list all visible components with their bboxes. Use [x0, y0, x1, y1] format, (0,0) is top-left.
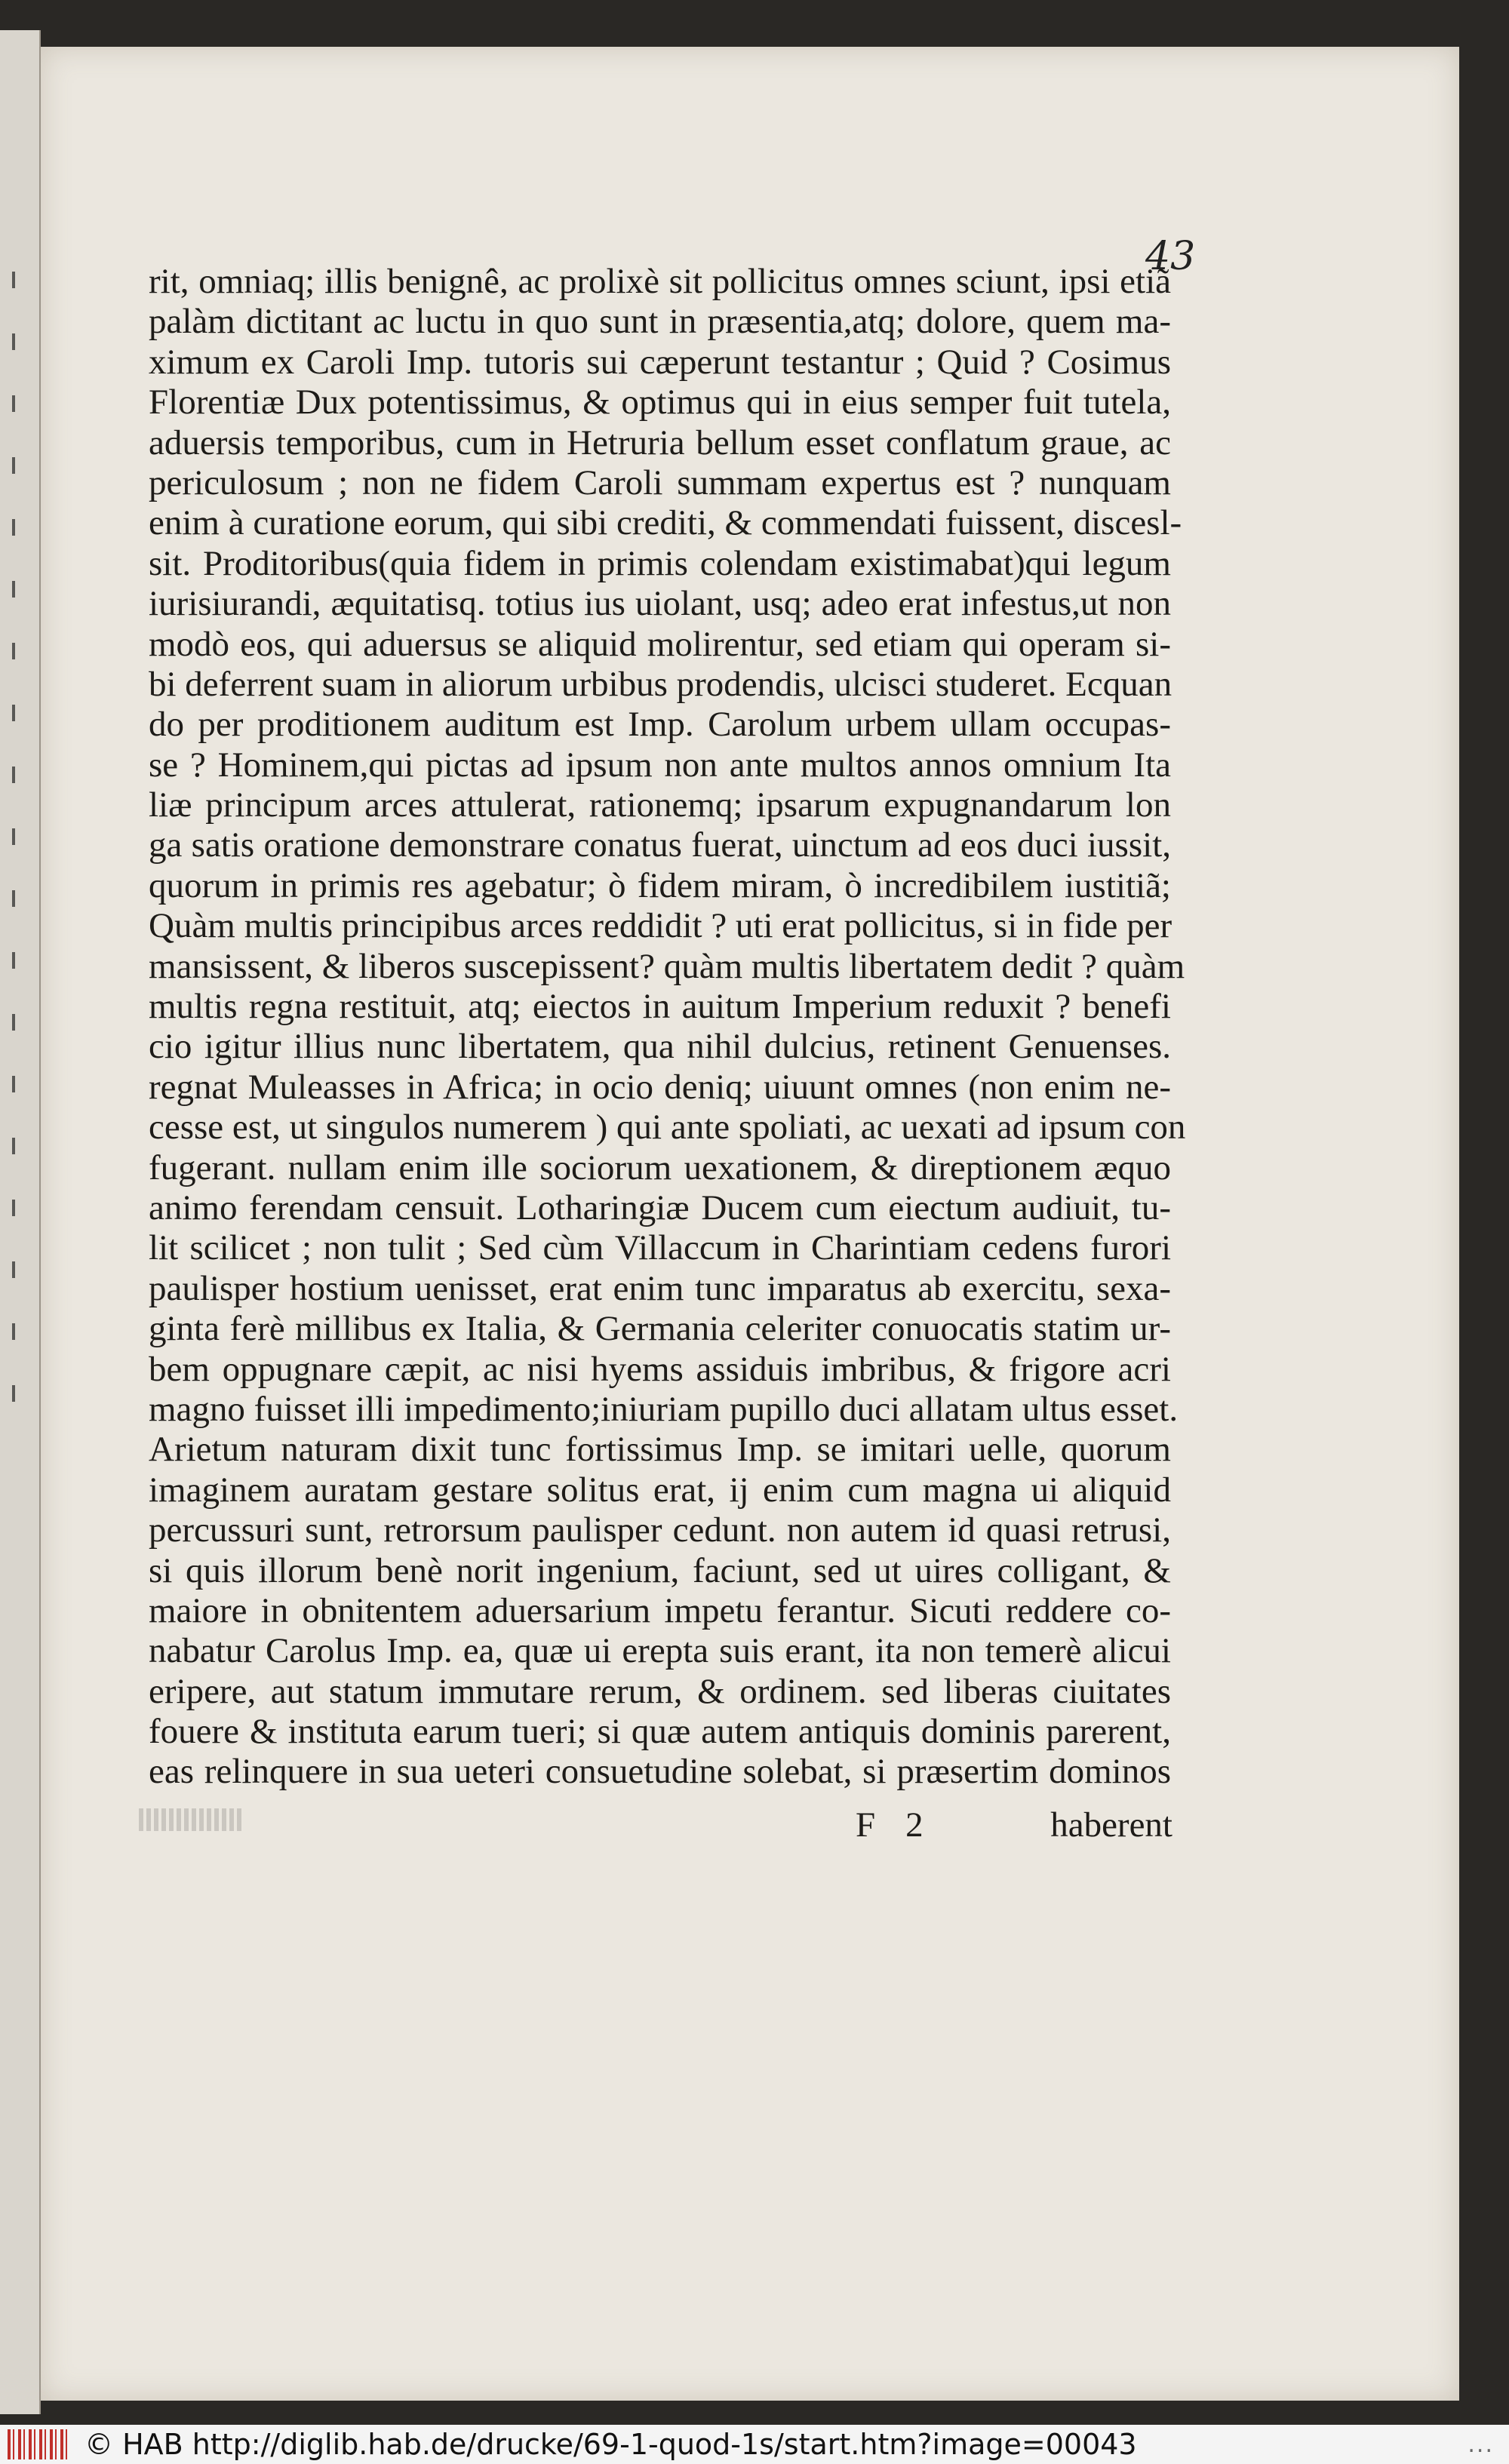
text-line: bi deferrent suam in aliorum urbibus prodendis, ulcisci studeret. Ecquan: [149, 664, 1172, 704]
more-icon[interactable]: ...: [1468, 2431, 1494, 2458]
text-line: imaginem auratam gestare solitus erat, ij enim cum magna ui aliquid: [149, 1470, 1171, 1510]
adjacent-page-marks: [3, 272, 21, 1780]
text-line: ximum ex Caroli Imp. tutoris sui cæperunt testantur ; Quid ? Cosimus: [149, 342, 1171, 382]
text-line: Arietum naturam dixit tunc fortissimus Imp. se imitari uelle, quorum: [149, 1430, 1171, 1470]
text-line: palàm dictitant ac luctu in quo sunt in præsentia,atq; dolore, quem ma-: [149, 302, 1171, 342]
page-number: 43: [1145, 234, 1196, 279]
book-page: [41, 47, 1459, 2401]
text-line: nabatur Carolus Imp. ea, quæ ui erepta suis erant, ita non temerè alicui: [149, 1631, 1171, 1671]
text-line: periculosum ; non ne fidem Caroli summam expertus est ? nunquam: [149, 462, 1171, 502]
text-line: maiore in obnitentem aduersarium impetu ferantur. Sicuti reddere co-: [149, 1590, 1171, 1630]
text-line: paulisper hostium uenisset, erat enim tunc imparatus ab exercitu, sexa-: [149, 1268, 1171, 1308]
text-line: se ? Hominem,qui pictas ad ipsum non ante multos annos omnium Ita: [149, 745, 1171, 785]
text-line: Quàm multis principibus arces reddidit ? uti erat pollicitus, si in fide per: [149, 906, 1172, 946]
viewer-footer: [0, 2425, 1509, 2464]
text-line: fugerant. nullam enim ille sociorum uexationem, & direptionem æquo: [149, 1148, 1171, 1187]
text-line: modò eos, qui aduersus se aliquid molirentur, sed etiam qui operam si-: [149, 624, 1171, 664]
adjacent-page-edge: [0, 30, 41, 2414]
catchword: haberent: [1050, 1805, 1172, 1845]
text-line: rit, omniaq; illis benignê, ac prolixè sit pollicitus omnes sciunt, ipsi etiã: [149, 262, 1171, 301]
text-line: magno fuisset illi impedimento;iniuriam pupillo duci allatam ultus esset.: [149, 1389, 1179, 1429]
text-line: cesse est, ut singulos numerem ) qui ante spoliati, ac uexati ad ipsum con: [149, 1108, 1186, 1148]
text-line: ginta ferè millibus ex Italia, & Germania celeriter conuocatis statim ur-: [149, 1309, 1171, 1349]
text-line: fouere & instituta earum tueri; si quæ autem antiquis dominis parerent,: [149, 1712, 1171, 1752]
faint-stamp: [139, 1808, 244, 1831]
signature-line: [856, 1805, 1172, 1845]
source-credit[interactable]: © HAB http://diglib.hab.de/drucke/69-1-quod-1s/start.htm?image=00043: [85, 2428, 1137, 2461]
text-line: regnat Muleasses in Africa; in ocio deniq; uiuunt omnes (non enim ne-: [149, 1067, 1171, 1107]
text-line: aduersis temporibus, cum in Hetruria bellum esset conflatum graue, ac: [149, 422, 1171, 462]
text-line: bem oppugnare cæpit, ac nisi hyems assiduis imbribus, & frigore acri: [149, 1349, 1171, 1389]
text-line: quorum in primis res agebatur; ò fidem miram, ò incredibilem iustitiã;: [149, 865, 1171, 905]
text-line: percussuri sunt, retrorsum paulisper cedunt. non autem id quasi retrusi,: [149, 1510, 1171, 1550]
text-line: Florentiæ Dux potentissimus, & optimus qui in eius semper fuit tutela,: [149, 383, 1171, 422]
text-line: cio igitur illius nunc libertatem, qua nihil dulcius, retinent Genuenses.: [149, 1027, 1171, 1067]
text-line: sit. Proditoribus(quia fidem in primis colendam existimabat)qui legum: [149, 543, 1171, 583]
hab-logo-icon: [8, 2429, 71, 2459]
signature-number: 2: [905, 1805, 924, 1845]
signature-mark: [856, 1805, 924, 1845]
text-line: animo ferendam censuit. Lotharingiæ Ducem cum eiectum audiuit, tu-: [149, 1187, 1171, 1227]
text-line: si quis illorum benè norit ingenium, faciunt, sed ut uires colligant, &: [149, 1550, 1171, 1590]
text-line: ga satis oratione demonstrare conatus fuerat, uinctum ad eos duci iussit,: [149, 825, 1171, 865]
text-line: mansissent, & liberos suscepissent? quàm multis libertatem dedit ? quàm: [149, 946, 1185, 986]
text-line: iurisiurandi, æquitatisq. totius ius uiolant, usq; adeo erat infestus,ut non: [149, 584, 1171, 624]
text-line: eas relinquere in sua ueteri consuetudine solebat, si præsertim dominos: [149, 1752, 1171, 1792]
text-line: enim à curatione eorum, qui sibi crediti, & commendati fuissent, discesl-: [149, 503, 1182, 543]
text-line: eripere, aut statum immutare rerum, & ordinem. sed liberas ciuitates: [149, 1671, 1171, 1711]
text-line: liæ principum arces attulerat, rationemq; ipsarum expugnandarum lon: [149, 785, 1171, 825]
text-line: do per proditionem auditum est Imp. Carolum urbem ullam occupas-: [149, 705, 1171, 745]
text-line: multis regna restituit, atq; eiectos in auitum Imperium reduxit ? benefi: [149, 987, 1171, 1027]
signature-letter: F: [856, 1805, 876, 1845]
body-text: [149, 262, 1186, 1793]
text-line: lit scilicet ; non tulit ; Sed cùm Villaccum in Charintiam cedens furori: [149, 1228, 1171, 1268]
